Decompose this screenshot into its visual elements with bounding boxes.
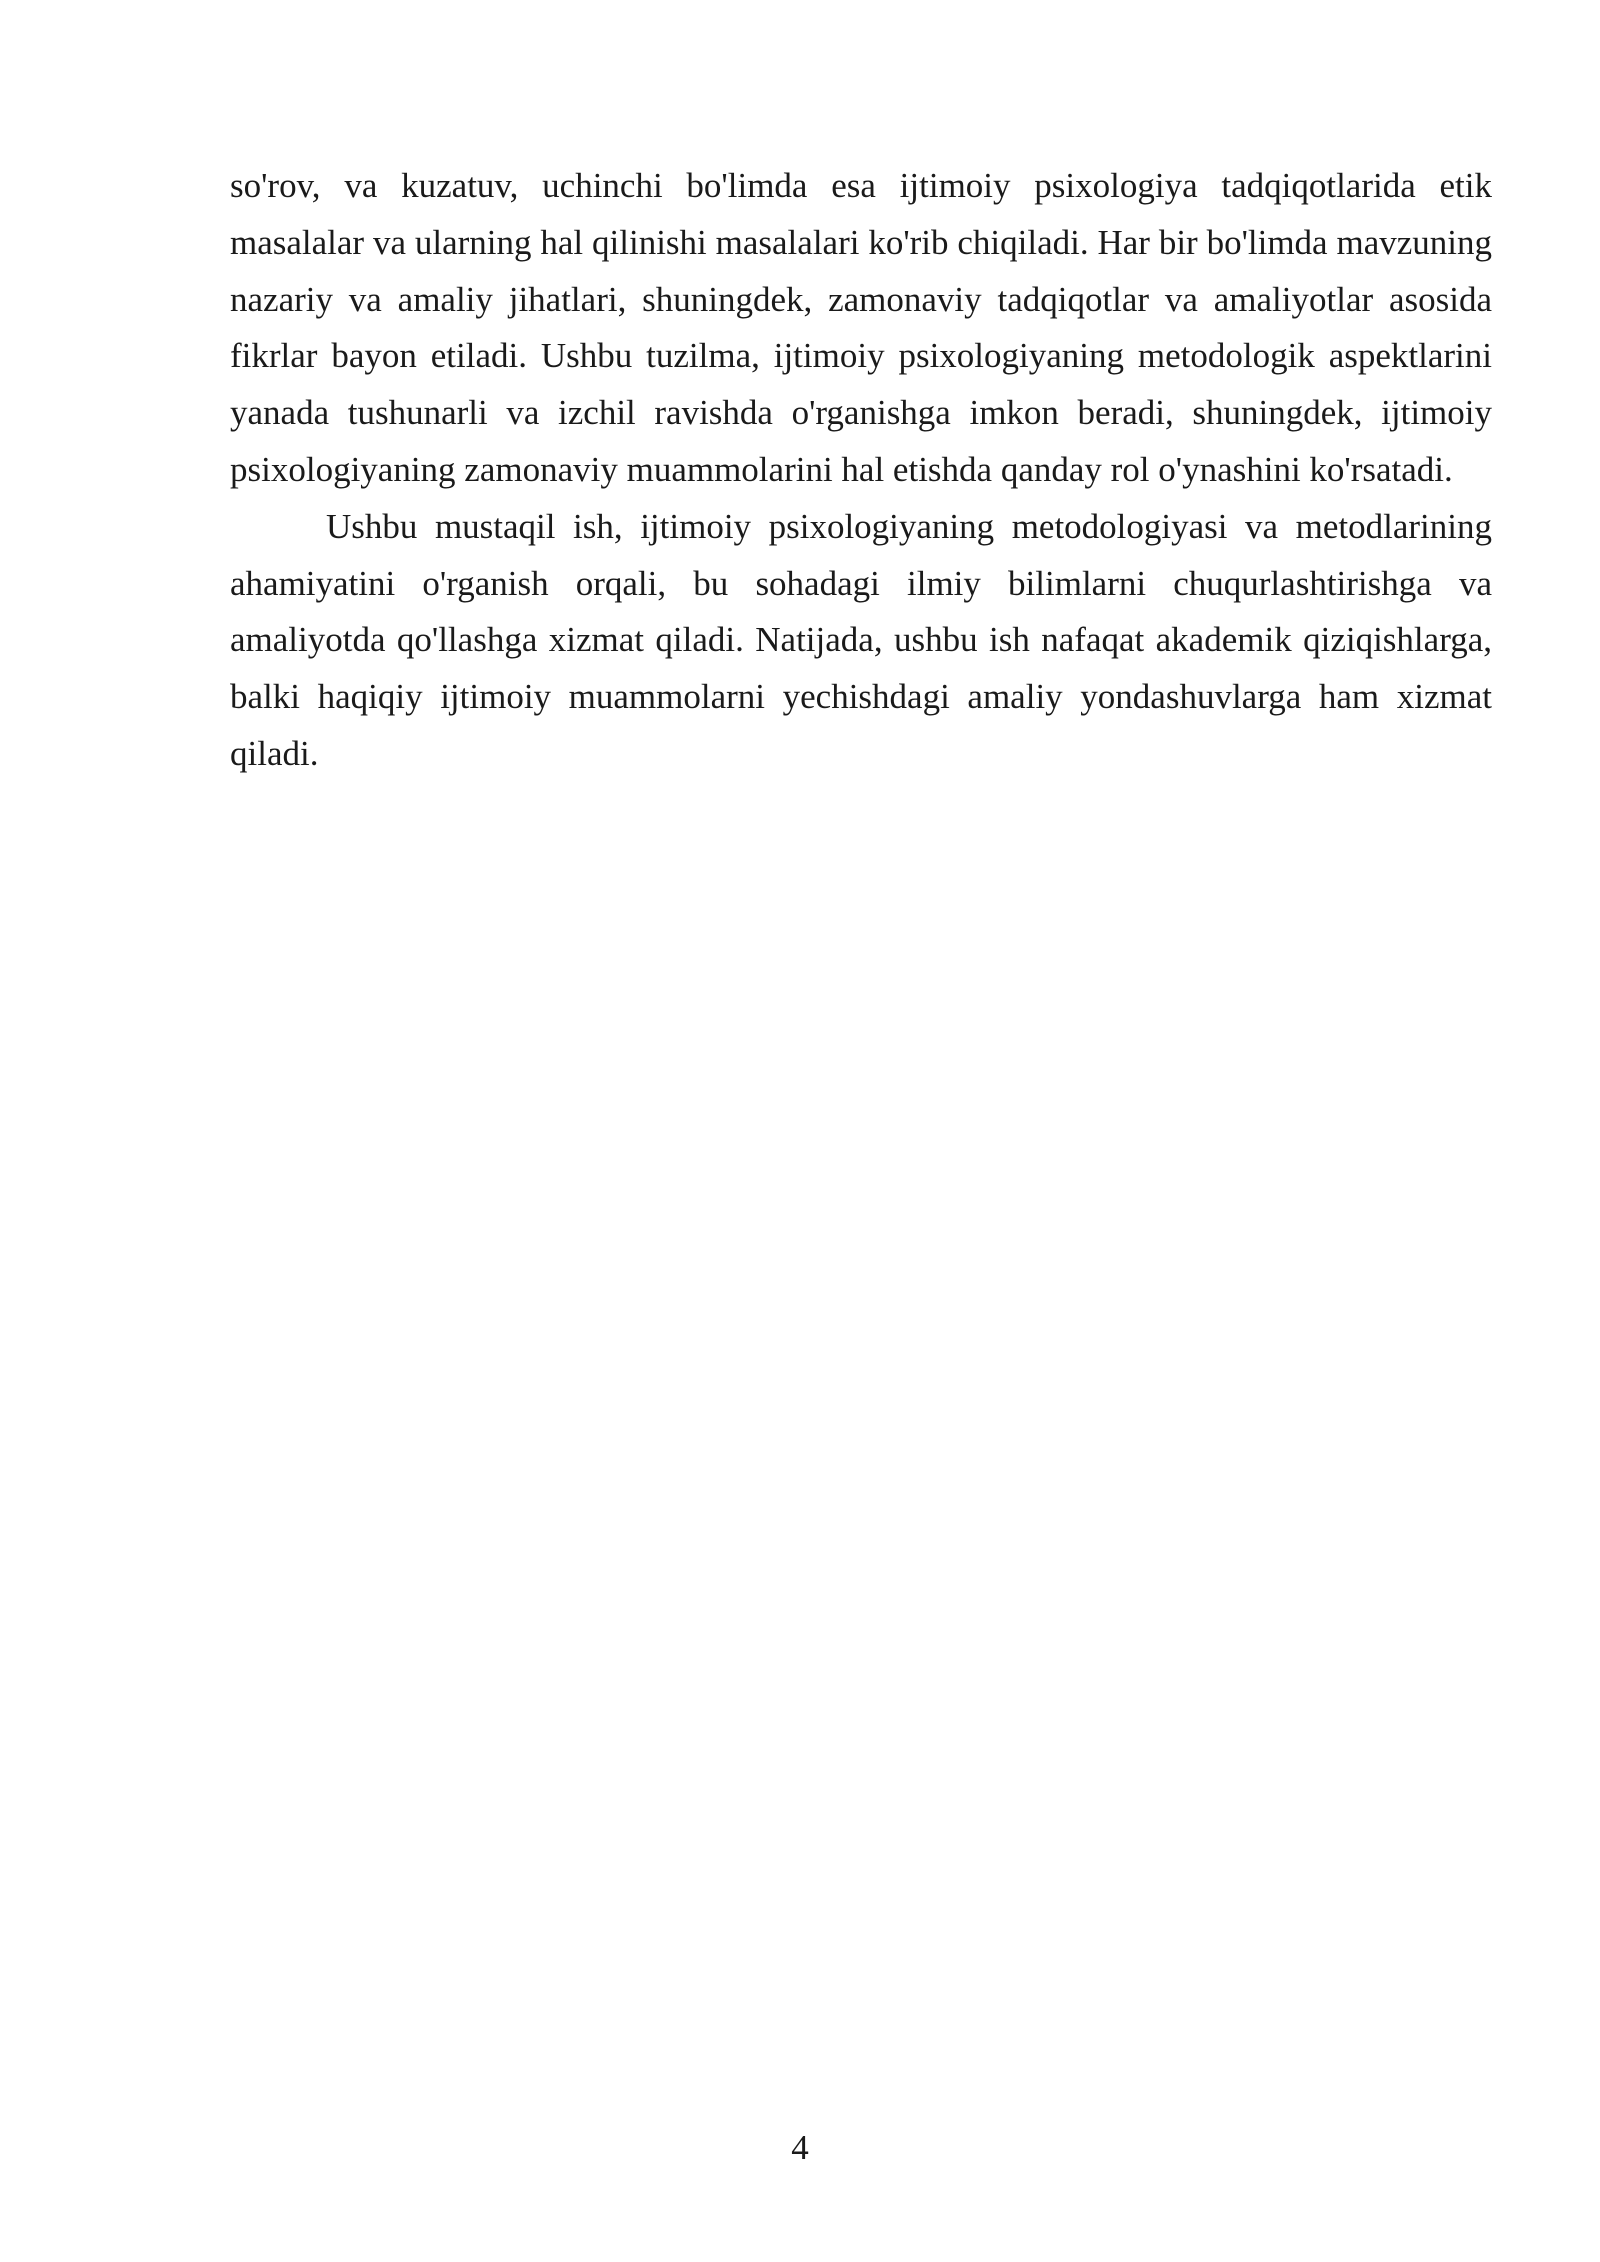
body-text — [230, 158, 1492, 783]
page-number: 4 — [791, 2128, 809, 2167]
paragraph-conclusion: Ushbu mustaqil ish, ijtimoiy psixologiyaning metodologiyasi va metodlarining ahamiyatini o'rganish orqali, bu sohadagi ilmiy bilimlarni chuqurlashtirishga va amaliyotda qo'llashga xizmat qiladi. Natijada, ushbu ish nafaqat akademik qiziqishlarga, balki haqiqiy ijtimoiy muammolarni yechishdagi amaliy yondashuvlarga ham xizmat qiladi. — [230, 506, 1492, 773]
paragraph-continuation: so'rov, va kuzatuv, uchinchi bo'limda esa ijtimoiy psixologiya tadqiqotlarida etik masalalar va ularning hal qilinishi masalalari ko'rib chiqiladi. Har bir bo'limda mavzuning nazariy va amaliy jihatlari, shuningdek, zamonaviy tadqiqotlar va amaliyotlar asosida fikrlar bayon etiladi. Ushbu tuzilma, ijtimoiy psixologiyaning metodologik aspektlarini yanada tushunarli va izchil ravishda o'rganishga imkon beradi, shuningdek, ijtimoiy psixologiyaning zamonaviy muammolarini hal etishda qanday rol o'ynashini ko'rsatadi. — [230, 166, 1492, 489]
